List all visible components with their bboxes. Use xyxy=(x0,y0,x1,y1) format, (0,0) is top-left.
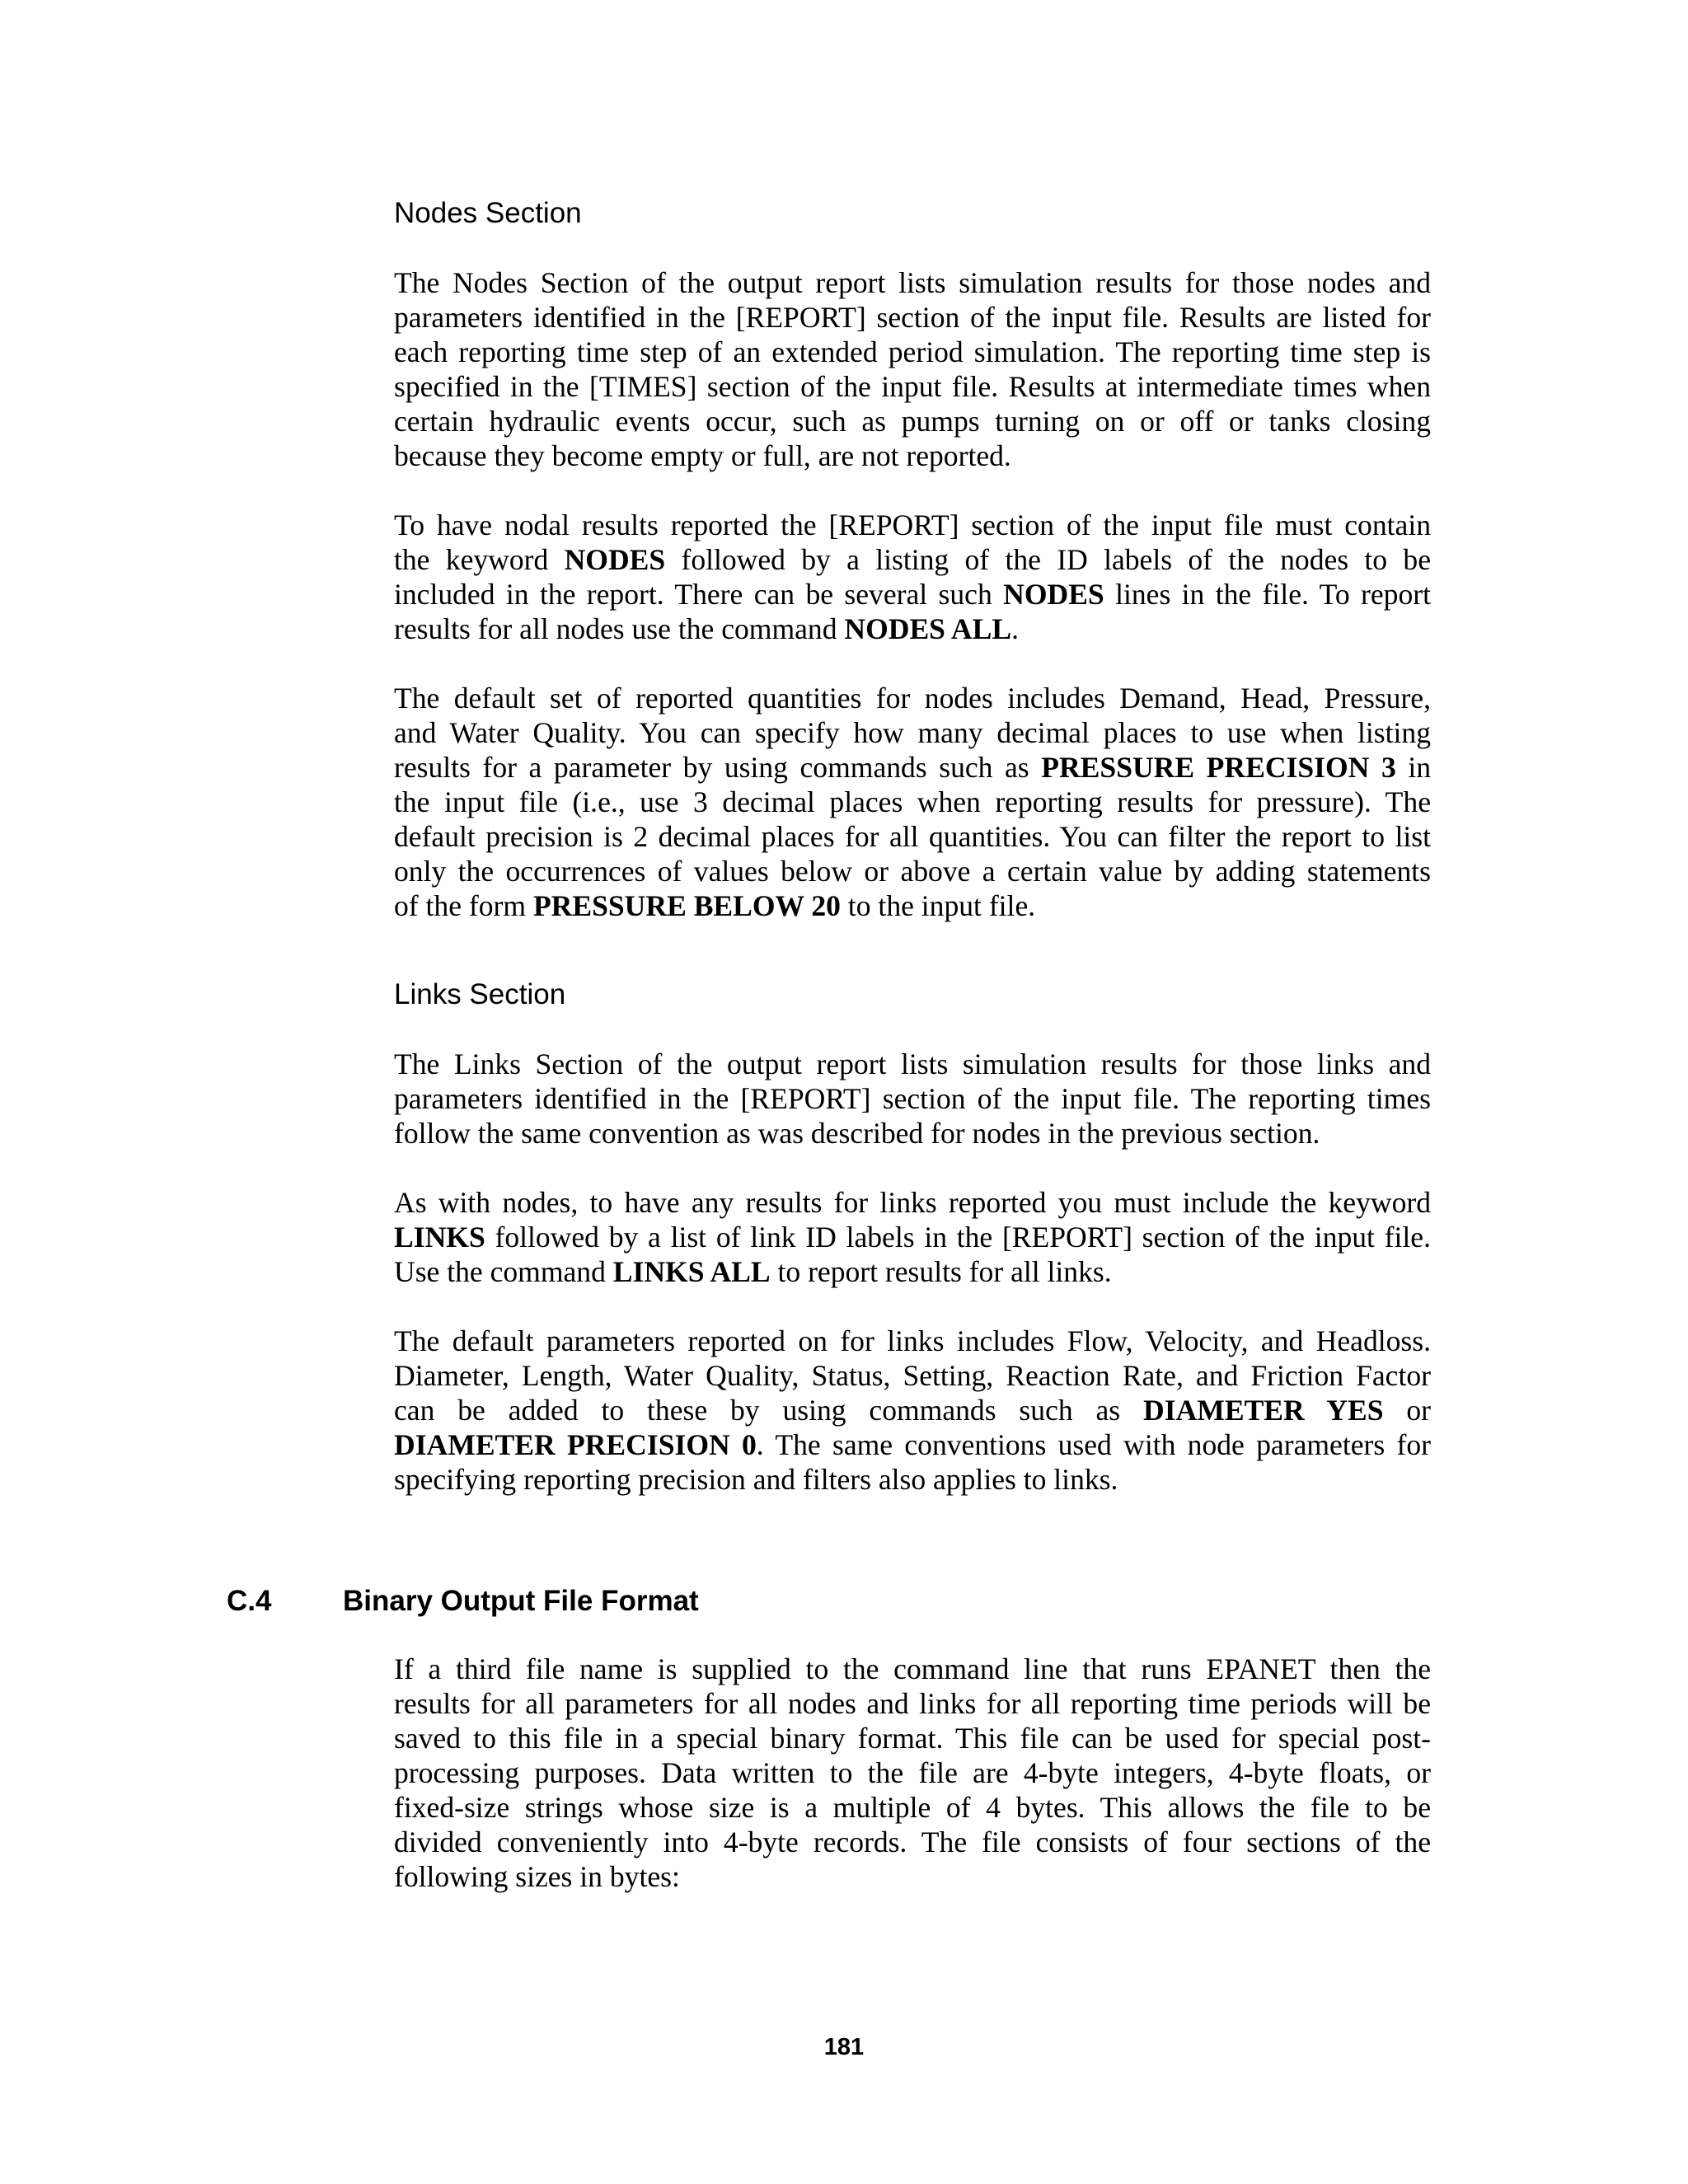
keyword-pressure-below: PRESSURE BELOW 20 xyxy=(532,889,841,922)
text-line: results for all parameters for all nodes and links for all reporting time periods will be xyxy=(394,1687,1431,1720)
text-line: specified in the [TIMES] section of the input file. Results at intermediate times when xyxy=(394,370,1431,403)
links-section-heading: Links Section xyxy=(394,978,566,1010)
text-run: lines in the file. To report xyxy=(1104,578,1431,611)
text-line: specifying reporting precision and filters also applies to links. xyxy=(394,1463,1118,1496)
text-run: results for a parameter by using commands such as xyxy=(394,751,1042,784)
text-line xyxy=(394,1393,1431,1427)
keyword-nodes: NODES xyxy=(564,543,666,576)
section-title: Binary Output File Format xyxy=(343,1585,699,1617)
text-line xyxy=(394,888,1431,923)
text-line: The default set of reported quantities for nodes includes Demand, Head, Pressure, xyxy=(394,682,1431,715)
nodes-paragraph-3 xyxy=(394,681,1431,923)
text-line: Diameter, Length, Water Quality, Status, Setting, Reaction Rate, and Friction Factor xyxy=(394,1359,1431,1392)
text-line xyxy=(394,542,1431,577)
text-line: only the occurrences of values below or above a certain value by adding statements xyxy=(394,855,1431,888)
text-run: . xyxy=(1011,612,1019,645)
text-run: to the input file. xyxy=(840,889,1036,922)
text-line: the input file (i.e., use 3 decimal places when reporting results for pressure). The xyxy=(394,785,1431,818)
text-line xyxy=(394,1220,1431,1254)
text-line: certain hydraulic events occur, such as pumps turning on or off or tanks closing xyxy=(394,405,1431,438)
text-run: followed by a list of link ID labels in the [REPORT] section of the input file. xyxy=(485,1221,1431,1254)
nodes-paragraph-1 xyxy=(394,265,1431,473)
text-line: parameters identified in the [REPORT] section of the input file. The reporting times xyxy=(394,1082,1431,1115)
keyword-links: LINKS xyxy=(394,1221,485,1254)
links-paragraph-1 xyxy=(394,1047,1431,1151)
text-run: Use the command xyxy=(394,1255,613,1288)
text-line: processing purposes. Data written to the file are 4-byte integers, 4-byte floats, or xyxy=(394,1756,1431,1789)
text-run: the keyword xyxy=(394,543,565,576)
links-paragraph-3 xyxy=(394,1324,1431,1497)
keyword-pressure-precision: PRESSURE PRECISION 3 xyxy=(1041,751,1396,784)
text-line: following sizes in bytes: xyxy=(394,1860,680,1893)
text-run: of the form xyxy=(394,889,533,922)
text-run: to report results for all links. xyxy=(770,1255,1112,1288)
text-run: can be added to these by using commands such as xyxy=(394,1394,1144,1427)
text-line xyxy=(394,1254,1431,1289)
text-line: If a third file name is supplied to the command line that runs EPANET then the xyxy=(394,1652,1431,1685)
text-line: divided conveniently into 4-byte records. The file consists of four sections of the xyxy=(394,1825,1431,1858)
text-line: fixed-size strings whose size is a multiple of 4 bytes. This allows the file to be xyxy=(394,1791,1431,1824)
nodes-paragraph-2 xyxy=(394,508,1431,646)
text-run: in xyxy=(1395,751,1431,784)
links-paragraph-2 xyxy=(394,1185,1431,1289)
keyword-diameter-yes: DIAMETER YES xyxy=(1143,1394,1384,1427)
text-line: To have nodal results reported the [REPORT] section of the input file must contain xyxy=(394,509,1431,541)
text-line xyxy=(394,612,1431,646)
text-line: saved to this file in a special binary format. This file can be used for special post- xyxy=(394,1722,1431,1755)
section-number: C.4 xyxy=(227,1585,272,1617)
text-line xyxy=(394,577,1431,612)
keyword-nodes-all: NODES ALL xyxy=(844,612,1012,645)
keyword-nodes: NODES xyxy=(1003,578,1104,611)
text-line: The Nodes Section of the output report lists simulation results for those nodes and xyxy=(394,266,1431,299)
text-line: each reporting time step of an extended period simulation. The reporting time step is xyxy=(394,335,1431,368)
binary-output-paragraph xyxy=(394,1652,1431,1894)
text-line: and Water Quality. You can specify how many decimal places to use when listing xyxy=(394,716,1431,749)
keyword-diameter-precision: DIAMETER PRECISION 0 xyxy=(394,1428,757,1461)
text-line: As with nodes, to have any results for links reported you must include the keyword xyxy=(394,1186,1431,1219)
text-line: because they become empty or full, are not reported. xyxy=(394,439,1011,472)
text-line: The Links Section of the output report lists simulation results for those links and xyxy=(394,1047,1431,1080)
text-line: parameters identified in the [REPORT] section of the input file. Results are listed for xyxy=(394,301,1431,334)
page-number: 181 xyxy=(823,2034,865,2060)
text-line: The default parameters reported on for links includes Flow, Velocity, and Headloss. xyxy=(394,1324,1431,1357)
text-line: follow the same convention as was described for nodes in the previous section. xyxy=(394,1117,1320,1150)
text-run: . The same conventions used with node parameters for xyxy=(756,1428,1431,1461)
text-line xyxy=(394,1427,1431,1462)
text-line xyxy=(394,750,1431,785)
nodes-section-heading: Nodes Section xyxy=(394,197,582,229)
text-line: default precision is 2 decimal places for all quantities. You can filter the report to list xyxy=(394,820,1431,853)
text-run: followed by a listing of the ID labels of the nodes to be xyxy=(665,543,1431,576)
keyword-links-all: LINKS ALL xyxy=(612,1255,771,1288)
text-run: or xyxy=(1383,1394,1431,1427)
text-run: included in the report. There can be several such xyxy=(394,578,1004,611)
text-run: results for all nodes use the command xyxy=(394,612,845,645)
